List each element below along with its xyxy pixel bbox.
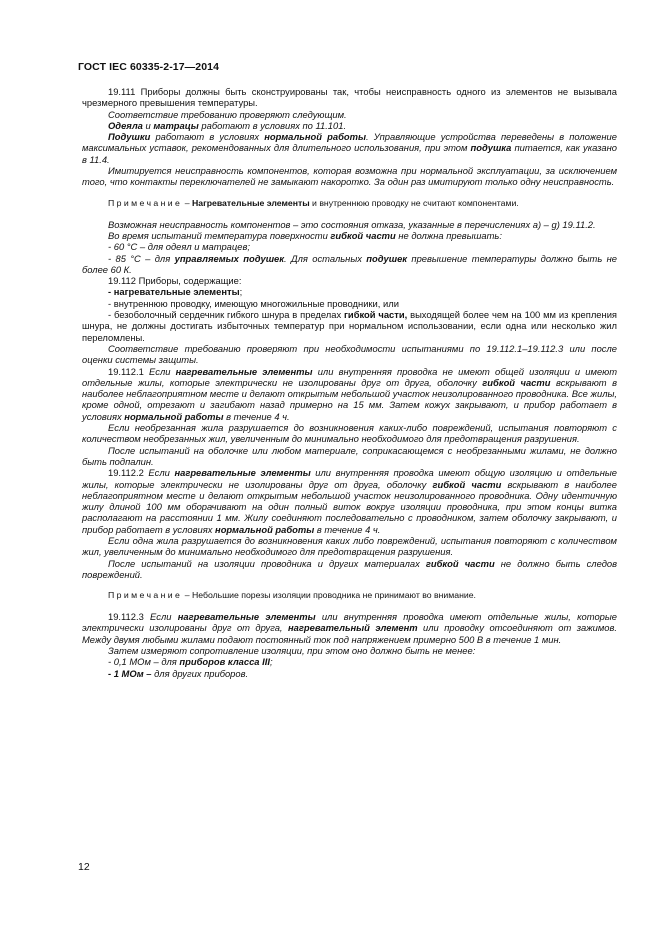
- note-1: Примечание – Нагревательные элементы и внутреннюю проводку не считают компонентами.: [108, 197, 519, 208]
- list-item-cord-core: - безоболочный сердечник гибкого шнура в пределах гибкой части, выходящей более чем на 100 мм из крепления шнура, не должны достигать избыточных температур при нормальном использовании, если одна или несколько жил переломлены.: [82, 309, 618, 343]
- page-header: ГОСТ IEC 60335-2-17—2014: [78, 61, 220, 73]
- term-controlled-pillows: управляемых подушек: [174, 252, 285, 264]
- note-label: Примечание: [108, 590, 183, 601]
- paragraph-insulation-resistance: Затем измеряют сопротивление изоляции, при этом оно должно быть не менее:: [108, 645, 476, 657]
- term-pillows-2: подушек: [366, 252, 408, 264]
- term-mattresses: матрацы: [153, 119, 199, 131]
- term-normal-operation: нормальной работы: [264, 131, 366, 143]
- paragraph-pillows: Подушки работают в условиях нормальной работы. Управляющие устройства переведены в положение максимальных уставок, рекомендованных для длительного использования, при этом подушка питается, как указано в 11.4.: [82, 131, 617, 165]
- list-item-heating-elements: - нагревательные элементы;: [108, 286, 243, 298]
- paragraph-19-112-1: 19.112.1 Если нагревательные элементы или внутренняя проводка не имеют общей изоляции и имеют отдельные жилы, которые электрически не изолированы друг от друга, оболочку гибкой части вскрывают в наиболее неблагоприятном месте и делают открытым небольшой участок неизолированного проводника. Все жилы, кроме одной, отрезают и загибают назад примерно на 15 мм. Затем кожух закрывают, и прибор работает в условиях нормальной работы в течение 4 ч.: [82, 365, 618, 422]
- note-label: Примечание: [108, 197, 183, 208]
- list-item-other-appliances: - 1 МОм – для других приборов.: [108, 667, 249, 679]
- list-item-class-iii: - 0,1 МОм – для приборов класса III;: [108, 656, 273, 668]
- paragraph-blankets: Одеяла и матрацы работают в условиях по 11.101.: [108, 119, 347, 131]
- paragraph-uncut-wire: Если необрезанная жила разрушается до возникновения каких-либо повреждений, испытания повторяют с количеством необрезанных жил, увеличенным до минимально необходимого для предотвращения разрушения.: [82, 422, 617, 445]
- paragraph-simulation: Имитируется неисправность компонентов, которая возможна при нормальной эксплуатации, за исключением того, что контакты переключателей не замыкают накоротко. За один раз имитируют только одну неисправность.: [82, 165, 617, 188]
- term-pillows: Подушки: [108, 131, 151, 143]
- page-number: 12: [78, 861, 90, 873]
- paragraph-temperature: Во время испытаний температура поверхности гибкой части не должна превышать:: [108, 229, 502, 241]
- list-item-60c: - 60 °С – для одеял и матрацев;: [108, 241, 250, 253]
- paragraph-one-wire: Если одна жила разрушается до возникновения каких либо повреждений, испытания повторяют с количеством жил, увеличенным до минимально необходимого для предотвращения разрушения.: [82, 534, 617, 558]
- paragraph-19-112: 19.112 Приборы, содержащие:: [108, 275, 242, 287]
- note-2: Примечание – Небольшие порезы изоляции проводника не принимают во внимание.: [108, 590, 476, 601]
- paragraph-19-112-3: 19.112.3 Если нагревательные элементы или внутренняя проводка имеют отдельные жилы, которые электрически изолированы друг от друга, нагревательный элемент или проводку отсоединяют от зажимов. Между двумя любыми жилами подают постоянный ток под напряжением примерно 500 В в течение 1 мин.: [82, 611, 618, 645]
- list-item-85c: - 85 °С – для управляемых подушек. Для остальных подушек превышение температуры должно быть не более 60 К.: [82, 252, 617, 275]
- paragraph-no-scorch: После испытаний на оболочке или любом материале, соприкасающемся с необрезанными жилами, не должно быть подпалин.: [82, 444, 617, 467]
- paragraph-compliance: Соответствие требованию проверяют следующим.: [108, 108, 347, 120]
- paragraph-no-damage: После испытаний на изоляции проводника и других материалах гибкой части не должно быть следов повреждений.: [82, 557, 617, 580]
- term-heating-elements: Нагревательные элементы: [191, 197, 310, 208]
- paragraph-19-112-2: 19.112.2 Если нагревательные элементы или внутренняя проводка имеют общую изоляцию и отдельные жилы, которые электрически не изолированы друг от друга, оболочку гибкой части вскрывают в наиболее неблагоприятном месте и делают открытым небольшой участок неизолированного проводника. Одну идентичную жилу длиной 100 мм оборачивают на один полный виток вокруг изоляции проводника, при этом концы витка располагают на расстоянии 1 мм. Жилу соединяют последовательно с проводником, затем оболочку закрывают, и прибор работает в условиях нормальной работы в течение 4 ч.: [82, 467, 617, 535]
- document-body: [82, 86, 617, 679]
- paragraph-compliance-2: Соответствие требованию проверяют при необходимости испытаниями по 19.112.1–19.112.3 или после оценки системы защиты.: [82, 342, 617, 366]
- paragraph-faults: Возможная неисправность компонентов – это состояния отказа, указанные в перечислениях a) – g) 19.11.2.: [108, 218, 596, 230]
- paragraph-19-111: 19.111 Приборы должны быть сконструированы так, чтобы неисправность одного из элементов не вызывала чрезмерного превышения температуры.: [82, 86, 617, 109]
- term-flexible-part-2: гибкой части,: [344, 309, 408, 321]
- term-flexible-part: гибкой части: [330, 229, 396, 241]
- list-item-internal-wiring: - внутреннюю проводку, имеющую многожильные проводники, или: [108, 297, 399, 309]
- term-blankets: Одеяла: [108, 119, 143, 131]
- term-pillow: подушка: [470, 142, 512, 154]
